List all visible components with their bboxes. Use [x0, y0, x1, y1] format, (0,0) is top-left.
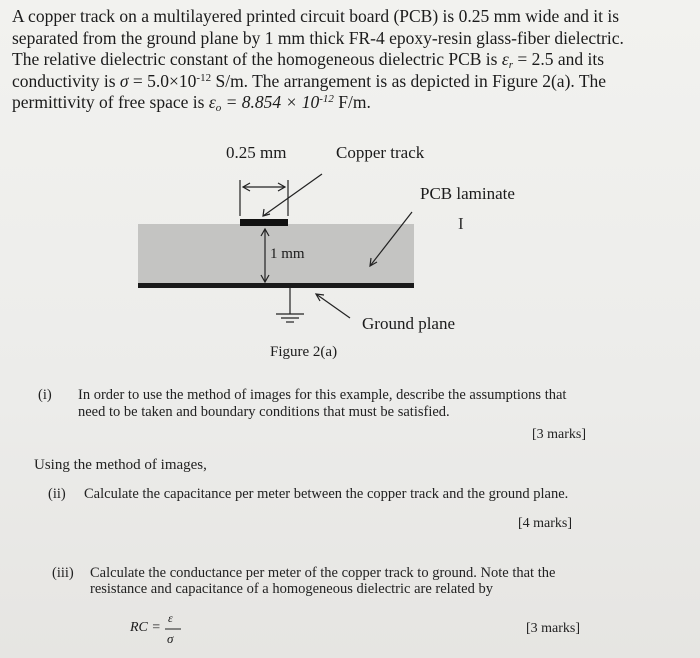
ground-plane-bar — [138, 283, 414, 288]
question-3-line-1: Calculate the conductance per meter of the copper track to ground. Note that the — [90, 565, 556, 581]
intro-line-5: permittivity of free space is $\varepsilon_o = 8.854 \times 10^{-12}$ F/m. — [12, 92, 371, 114]
copper-track — [240, 219, 288, 226]
formula-numerator: ε — [168, 611, 173, 625]
question-3-marks: [3 marks] — [526, 621, 581, 636]
figure-caption: Figure 2(a) — [270, 344, 338, 360]
question-1-line-2: need to be taken and boundary conditions that must be satisfied. — [78, 404, 450, 420]
thickness-label: 1 mm — [270, 246, 305, 262]
copper-pointer-arrow — [263, 174, 322, 216]
formula-lhs: RC = — [130, 620, 161, 635]
epsilon-r-symbol: $\varepsilon_r$ — [501, 49, 514, 71]
text-cursor-icon: I — [458, 214, 464, 233]
sigma-symbol: σ — [119, 70, 129, 91]
method-of-images-heading: Using the method of images, — [34, 457, 207, 473]
epsilon-o-symbol: $\varepsilon_o$ — [208, 92, 222, 114]
intro-line-2: separated from the ground plane by 1 mm thick FR-4 epoxy-resin glass-fiber dielectric. — [12, 27, 624, 48]
question-2-number: (ii) — [48, 486, 66, 502]
question-2-marks: [4 marks] — [518, 516, 573, 531]
question-1-number: (i) — [38, 387, 52, 403]
width-label: 0.25 mm — [226, 143, 287, 162]
intro-line-1: A copper track on a multilayered printed circuit board (PCB) is 0.25 mm wide and it is — [12, 6, 620, 26]
ground-pointer-arrow — [316, 294, 350, 318]
laminate-label: PCB laminate — [420, 184, 515, 203]
copper-track-label: Copper track — [336, 143, 425, 162]
formula-denominator: σ — [167, 631, 174, 646]
intro-line-4: conductivity is $\sigma = 5.0\times 10^{-12}$ S/m. The arrangement is as depicted in Figure 2(a). The — [12, 70, 607, 91]
question-1-marks: [3 marks] — [532, 427, 587, 442]
intro-line-3: The relative dielectric constant of the homogeneous dielectric PCB is $\varepsilon_r = 2.5$ and its — [12, 49, 605, 71]
question-3-number: (iii) — [52, 565, 74, 581]
ground-plane-label: Ground plane — [362, 314, 456, 333]
question-1-line-1: In order to use the method of images for this example, describe the assumptions that — [78, 387, 567, 403]
question-3-line-2: resistance and capacitance of a homogeneous dielectric are related by — [90, 581, 493, 597]
question-2-text: Calculate the capacitance per meter between the copper track and the ground plane. — [84, 486, 569, 502]
ground-symbol-icon — [276, 288, 304, 322]
